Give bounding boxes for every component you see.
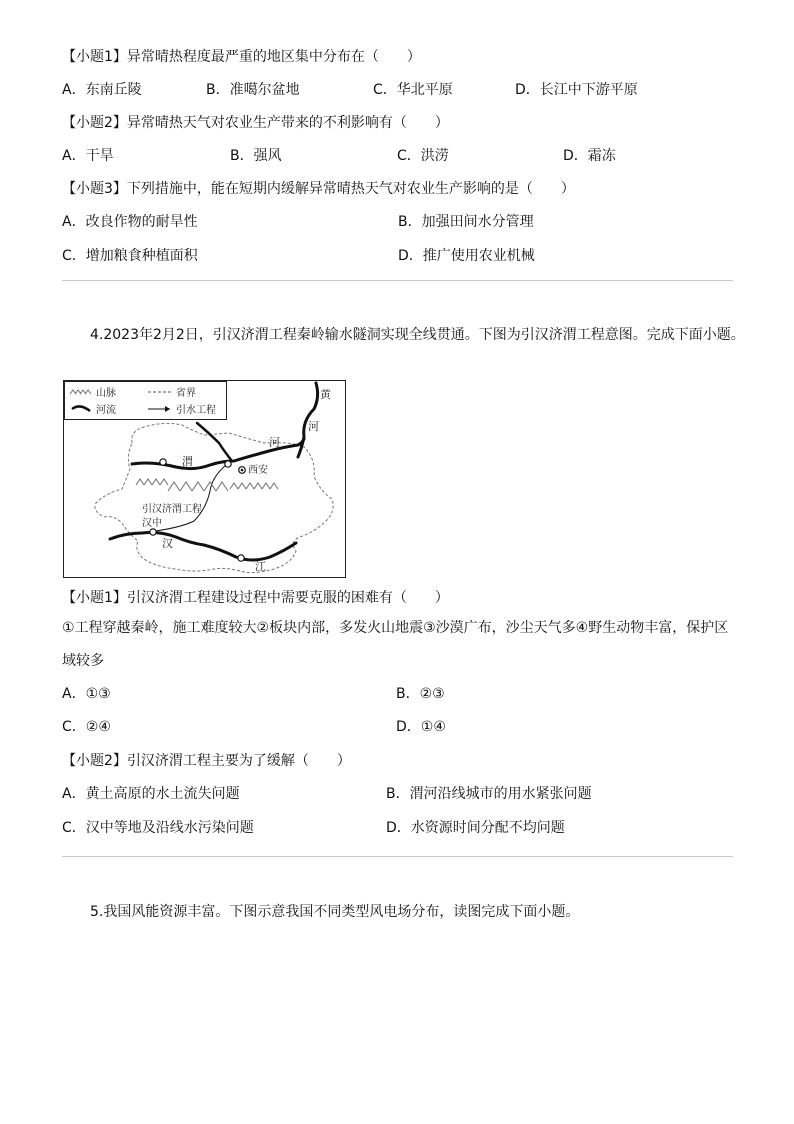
q3-sub1-option-a[interactable]: A．东南丘陵 — [62, 82, 142, 98]
legend-project-label: 引水工程 — [176, 405, 216, 416]
divider — [62, 280, 733, 281]
q4-sub1-option-b[interactable]: B．②③ — [396, 686, 445, 702]
q3-sub2-option-b[interactable]: B．强风 — [230, 148, 282, 164]
label-project: 引汉济渭工程 — [142, 504, 202, 515]
q3-sub3-option-d[interactable]: D．推广使用农业机械 — [398, 248, 535, 264]
town-marker — [225, 461, 231, 467]
q3-sub1-stem: 【小题1】异常晴热程度最严重的地区集中分布在（ ） — [62, 49, 421, 65]
q3-sub1-option-b[interactable]: B．准噶尔盆地 — [206, 82, 300, 98]
legend-border-label: 省界 — [176, 388, 196, 399]
label-he: 河 — [269, 436, 280, 449]
hanzhong-marker — [150, 529, 156, 535]
qinling-mountains — [136, 479, 278, 491]
label-hanzhong: 汉中 — [142, 518, 162, 529]
q3-sub3-option-c[interactable]: C．增加粮食种植面积 — [62, 248, 198, 264]
q4-sub1-option-d[interactable]: D．①④ — [396, 719, 446, 735]
q3-sub1-option-d[interactable]: D．长江中下游平原 — [515, 82, 638, 98]
legend-river-label: 河流 — [96, 405, 116, 416]
q4-sub1-option-a[interactable]: A．①③ — [62, 686, 111, 702]
legend-mountain-label: 山脉 — [96, 388, 116, 399]
q3-sub2-option-a[interactable]: A．干旱 — [62, 148, 114, 164]
q4-sub2-option-a[interactable]: A．黄土高原的水土流失问题 — [62, 786, 240, 802]
q3-sub1-option-c[interactable]: C．华北平原 — [373, 82, 453, 98]
q4-sub1-statements: ①工程穿越秦岭，施工难度较大②板块内部，多发火山地震③沙漠广布，沙尘天气多④野生动物丰富，保护区 — [62, 620, 729, 636]
yinhanjiwei-map — [63, 380, 346, 578]
q4-sub2-option-c[interactable]: C．汉中等地及沿线水污染问题 — [62, 820, 254, 836]
q4-sub1-option-c[interactable]: C．②④ — [62, 719, 111, 735]
q4-intro: 4.2023年2月2日，引汉济渭工程秦岭输水隧洞实现全线贯通。下图为引汉济渭工程意图。完成下面小题。 — [90, 327, 745, 343]
divider — [62, 856, 733, 857]
label-he-yellow: 河 — [308, 420, 319, 433]
wei-tributary — [197, 423, 232, 461]
q3-sub3-stem: 【小题3】下列措施中，能在短期内缓解异常晴热天气对农业生产影响的是（ ） — [62, 181, 575, 197]
q5-intro: 5.我国风能资源丰富。下图示意我国不同类型风电场分布，读图完成下面小题。 — [90, 904, 580, 920]
q4-sub2-option-d[interactable]: D．水资源时间分配不均问题 — [386, 820, 565, 836]
label-huang: 黄 — [320, 388, 331, 401]
xian-marker-dot — [241, 469, 244, 472]
han-river — [110, 533, 296, 561]
label-wei: 渭 — [182, 455, 193, 468]
town-marker — [238, 555, 244, 561]
q3-sub2-option-c[interactable]: C．洪涝 — [397, 148, 449, 164]
q3-sub2-option-d[interactable]: D．霜冻 — [563, 148, 616, 164]
q4-sub2-stem: 【小题2】引汉济渭工程主要为了缓解（ ） — [62, 753, 351, 769]
q4-sub2-option-b[interactable]: B．渭河沿线城市的用水紧张问题 — [386, 786, 592, 802]
label-xian: 西安 — [248, 465, 268, 476]
diversion-project-line — [156, 465, 226, 531]
label-jiang: 江 — [255, 560, 266, 573]
label-han: 汉 — [162, 537, 173, 550]
q3-sub2-stem: 【小题2】异常晴热天气对农业生产带来的不利影响有（ ） — [62, 115, 449, 131]
q4-sub1-stem: 【小题1】引汉济渭工程建设过程中需要克服的困难有（ ） — [62, 590, 449, 606]
q3-sub3-option-a[interactable]: A．改良作物的耐旱性 — [62, 214, 198, 230]
q4-sub1-statements-cont: 域较多 — [62, 653, 104, 669]
q3-sub3-option-b[interactable]: B．加强田间水分管理 — [398, 214, 534, 230]
town-marker — [160, 459, 166, 465]
